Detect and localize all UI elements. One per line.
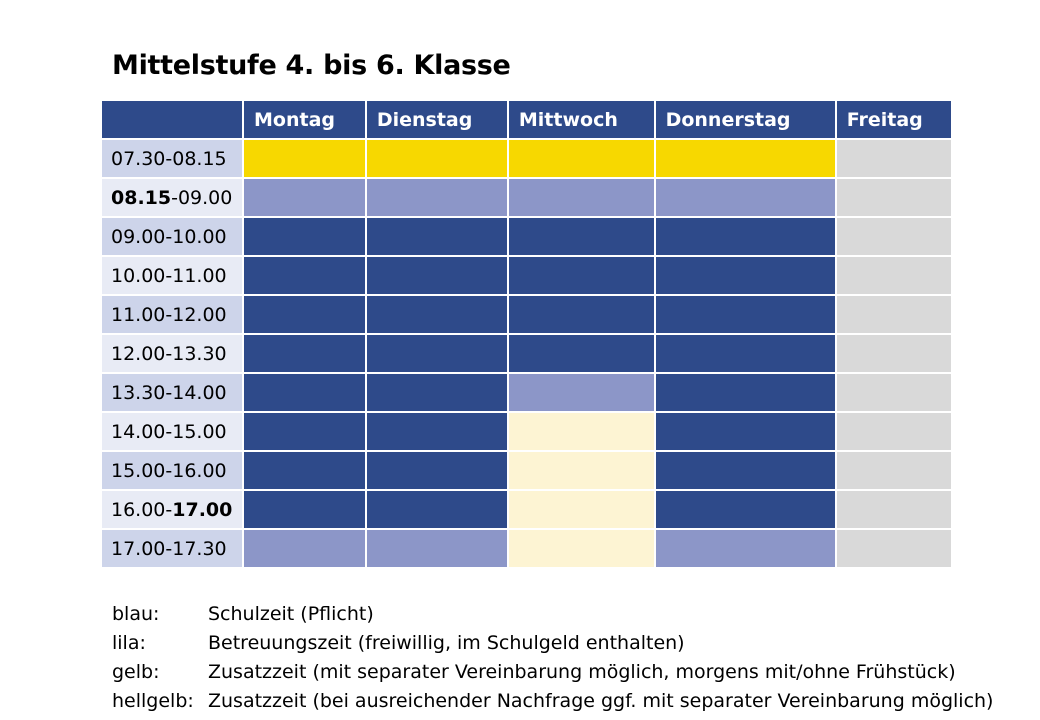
table-row — [102, 530, 951, 567]
schedule-cell-donnerstag — [656, 296, 835, 333]
schedule-cell-freitag — [837, 530, 951, 567]
table-row — [102, 218, 951, 255]
schedule-cell-freitag — [837, 413, 951, 450]
schedule-cell-freitag — [837, 140, 951, 177]
time-slot-text: 09.00-10.00 — [111, 225, 227, 248]
time-slot-text: 14.00-15.00 — [111, 420, 227, 443]
schedule-cell-freitag — [837, 335, 951, 372]
time-slot-cell — [102, 218, 242, 255]
schedule-cell-montag — [244, 257, 365, 294]
schedule-cell-donnerstag — [656, 179, 835, 216]
schedule-cell-montag — [244, 530, 365, 567]
time-slot-cell — [102, 140, 242, 177]
schedule-cell-montag — [244, 296, 365, 333]
schedule-cell-montag — [244, 374, 365, 411]
schedule-cell-mittwoch — [509, 140, 654, 177]
schedule-cell-dienstag — [367, 452, 507, 489]
header-corner-cell — [102, 101, 242, 138]
table-row — [102, 335, 951, 372]
time-slot-cell — [102, 452, 242, 489]
schedule-cell-mittwoch — [509, 257, 654, 294]
schedule-cell-donnerstag — [656, 374, 835, 411]
schedule-cell-mittwoch — [509, 530, 654, 567]
table-row — [102, 179, 951, 216]
schedule-cell-mittwoch — [509, 491, 654, 528]
schedule-cell-mittwoch — [509, 335, 654, 372]
time-slot-text: 16.00- — [111, 498, 173, 521]
legend-row-blau — [112, 599, 993, 628]
schedule-cell-montag — [244, 452, 365, 489]
table-row — [102, 374, 951, 411]
legend-row-lila — [112, 628, 993, 657]
schedule-cell-freitag — [837, 257, 951, 294]
schedule-cell-dienstag — [367, 257, 507, 294]
schedule-cell-donnerstag — [656, 257, 835, 294]
time-slot-text: 07.30-08.15 — [111, 147, 227, 170]
table-row — [102, 257, 951, 294]
schedule-cell-donnerstag — [656, 530, 835, 567]
legend-text: Zusatzzeit (mit separater Vereinbarung möglich, morgens mit/ohne Frühstück) — [208, 660, 956, 683]
table-row — [102, 491, 951, 528]
page-title: Mittelstufe 4. bis 6. Klasse — [112, 50, 511, 81]
schedule-cell-mittwoch — [509, 296, 654, 333]
day-header-donnerstag: Donnerstag — [656, 101, 835, 138]
legend-key: blau: — [112, 602, 160, 625]
schedule-cell-dienstag — [367, 218, 507, 255]
time-slot-cell — [102, 179, 242, 216]
legend-row-gelb — [112, 657, 993, 686]
schedule-cell-montag — [244, 140, 365, 177]
time-slot-text: 12.00-13.30 — [111, 342, 227, 365]
schedule-cell-donnerstag — [656, 491, 835, 528]
table-row — [102, 296, 951, 333]
time-slot-text: -09.00 — [171, 186, 233, 209]
schedule-cell-montag — [244, 335, 365, 372]
table-row — [102, 413, 951, 450]
time-slot-text: 10.00-11.00 — [111, 264, 227, 287]
schedule-cell-dienstag — [367, 296, 507, 333]
schedule-cell-montag — [244, 491, 365, 528]
time-slot-cell — [102, 530, 242, 567]
schedule-cell-dienstag — [367, 179, 507, 216]
table-row — [102, 140, 951, 177]
schedule-cell-donnerstag — [656, 335, 835, 372]
schedule-cell-dienstag — [367, 335, 507, 372]
legend-row-hellgelb — [112, 686, 993, 715]
schedule-cell-dienstag — [367, 140, 507, 177]
schedule-cell-freitag — [837, 374, 951, 411]
time-slot-text: 11.00-12.00 — [111, 303, 227, 326]
schedule-cell-mittwoch — [509, 452, 654, 489]
schedule-cell-mittwoch — [509, 413, 654, 450]
schedule-cell-dienstag — [367, 413, 507, 450]
schedule-cell-mittwoch — [509, 179, 654, 216]
schedule-cell-dienstag — [367, 374, 507, 411]
time-slot-cell — [102, 257, 242, 294]
time-slot-cell — [102, 491, 242, 528]
legend-text: Zusatzzeit (bei ausreichender Nachfrage ggf. mit separater Vereinbarung möglich) — [208, 689, 994, 712]
table-row — [102, 452, 951, 489]
time-slot-cell — [102, 374, 242, 411]
time-slot-text: 17.00-17.30 — [111, 537, 227, 560]
day-header-montag: Montag — [244, 101, 365, 138]
schedule-cell-donnerstag — [656, 452, 835, 489]
legend-text: Betreuungszeit (freiwillig, im Schulgeld enthalten) — [208, 631, 685, 654]
schedule-cell-mittwoch — [509, 374, 654, 411]
legend-text: Schulzeit (Pflicht) — [208, 602, 374, 625]
header-row — [102, 101, 951, 138]
schedule-table — [100, 99, 953, 569]
schedule-cell-freitag — [837, 179, 951, 216]
time-slot-bold: 08.15 — [111, 186, 172, 209]
time-slot-cell — [102, 413, 242, 450]
schedule-cell-donnerstag — [656, 218, 835, 255]
schedule-cell-montag — [244, 179, 365, 216]
schedule-cell-donnerstag — [656, 413, 835, 450]
schedule-body — [102, 140, 951, 567]
color-legend — [112, 599, 993, 715]
legend-key: gelb: — [112, 660, 160, 683]
schedule-cell-freitag — [837, 296, 951, 333]
schedule-cell-donnerstag — [656, 140, 835, 177]
time-slot-text: 13.30-14.00 — [111, 381, 227, 404]
schedule-cell-montag — [244, 218, 365, 255]
schedule-cell-montag — [244, 413, 365, 450]
day-header-mittwoch: Mittwoch — [509, 101, 654, 138]
schedule-cell-mittwoch — [509, 218, 654, 255]
time-slot-cell — [102, 296, 242, 333]
schedule-cell-freitag — [837, 452, 951, 489]
schedule-cell-dienstag — [367, 530, 507, 567]
schedule-cell-freitag — [837, 491, 951, 528]
time-slot-cell — [102, 335, 242, 372]
day-header-freitag: Freitag — [837, 101, 951, 138]
day-header-dienstag: Dienstag — [367, 101, 507, 138]
time-slot-text: 15.00-16.00 — [111, 459, 227, 482]
legend-key: hellgelb: — [112, 689, 194, 712]
schedule-cell-freitag — [837, 218, 951, 255]
time-slot-bold: 17.00 — [172, 498, 233, 521]
legend-key: lila: — [112, 631, 146, 654]
schedule-cell-dienstag — [367, 491, 507, 528]
